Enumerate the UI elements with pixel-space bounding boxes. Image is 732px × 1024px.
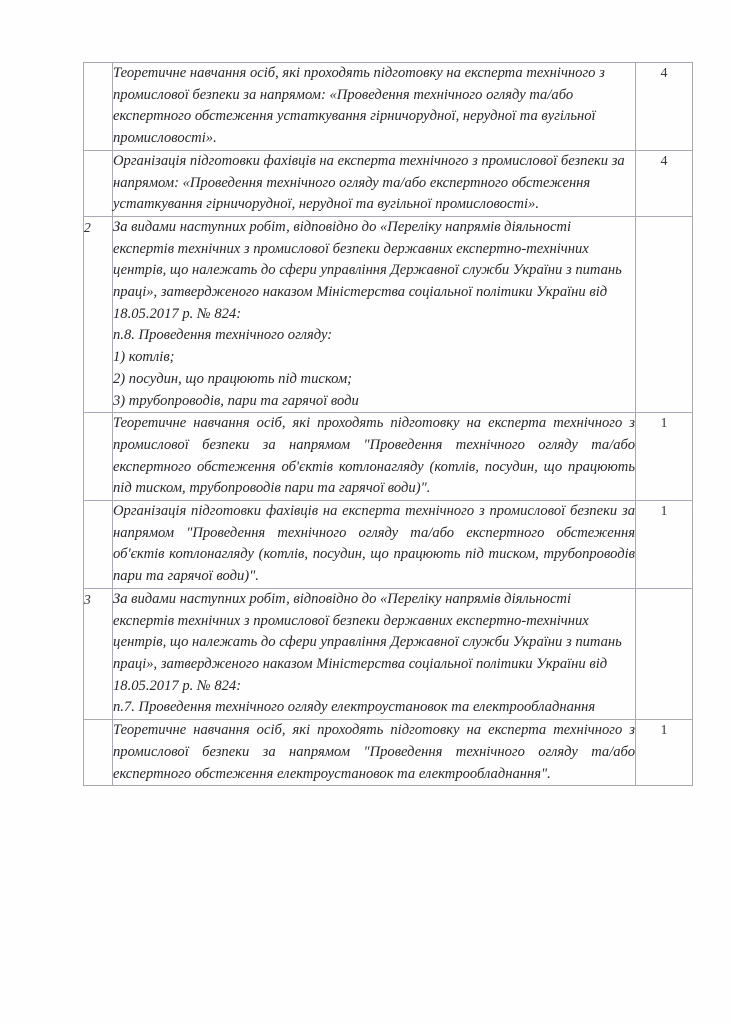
table-row (84, 413, 693, 501)
row-body-cell (113, 63, 636, 151)
body-list-item: 3) трубопроводів, пари та гарячої води (113, 392, 359, 409)
row-number-cell (84, 720, 113, 786)
row-number-cell (84, 63, 113, 151)
body-paragraph: Організація підготовки фахівців на експерта технічного з промислової безпеки за напрямом "Проведення технічного огляду та/або експертного обстеження об'єктів котлонагляду (котлів, посудин, що працюють під тиском, трубопроводів пари та гарячої води)". (113, 503, 635, 585)
row-value-cell: 1 (636, 720, 693, 786)
row-body-cell (113, 501, 636, 589)
row-body-cell (113, 150, 636, 216)
body-paragraph: За видами наступних робіт, відповідно до «Переліку напрямів діяльності експертів технічних з промислової безпеки державних експертно-технічних центрів, що належать до сфери управління Державної служби України з питань праці», затвердженого наказом Міністерства соціальної політики України від 18.05.2017 р. № 824: (113, 218, 622, 322)
table-body (84, 63, 693, 786)
body-paragraph: За видами наступних робіт, відповідно до «Переліку напрямів діяльності експертів технічних з промислової безпеки державних експертно-технічних центрів, що належать до сфери управління Державної служби України з питань праці», затвердженого наказом Міністерства соціальної політики України від 18.05.2017 р. № 824: (113, 590, 622, 694)
table-row (84, 501, 693, 589)
row-number-cell (84, 413, 113, 501)
row-value-cell: 4 (636, 63, 693, 151)
body-list-item: п.8. Проведення технічного огляду: (113, 327, 333, 344)
table-row (84, 216, 693, 412)
body-paragraph: Теоретичне навчання осіб, які проходять підготовку на експерта технічного з промислової безпеки за напрямом: «Проведення технічного огляду та/або експертного обстеження устаткування гірничорудної, нерудної та вугільної промисловості». (113, 65, 605, 147)
row-number-cell: 3 (84, 588, 113, 719)
row-value-cell: 1 (636, 413, 693, 501)
body-list-item: 1) котлів; (113, 349, 175, 366)
row-body-cell (113, 588, 636, 719)
body-list-item: п.7. Проведення технічного огляду електроустановок та електрообладнання (113, 699, 596, 716)
body-paragraph: Теоретичне навчання осіб, які проходять підготовку на експерта технічного з промислової безпеки за напрямом "Проведення технічного огляду та/або експертного обстеження електроустановок та електрообладнання". (113, 722, 635, 782)
row-value-cell (636, 216, 693, 412)
row-body-cell (113, 720, 636, 786)
row-value-cell (636, 588, 693, 719)
table-row (84, 588, 693, 719)
row-number-cell: 2 (84, 216, 113, 412)
table-row (84, 150, 693, 216)
table-row (84, 63, 693, 151)
requirements-table (83, 62, 693, 786)
row-body-cell (113, 216, 636, 412)
row-number-cell (84, 150, 113, 216)
table-row (84, 720, 693, 786)
row-number-cell (84, 501, 113, 589)
row-body-cell (113, 413, 636, 501)
body-list-item: 2) посудин, що працюють під тиском; (113, 370, 353, 387)
body-paragraph: Теоретичне навчання осіб, які проходять підготовку на експерта технічного з промислової безпеки за напрямом "Проведення технічного огляду та/або експертного обстеження об'єктів котлонагляду (котлів, посудин, що працюють під тиском, трубопроводів пари та гарячої води)". (113, 415, 635, 497)
row-value-cell: 1 (636, 501, 693, 589)
body-paragraph: Організація підготовки фахівців на експерта технічного з промислової безпеки за напрямом: «Проведення технічного огляду та/або експертного обстеження устаткування гірничорудної, нерудної та вугільної промисловості». (113, 152, 625, 213)
row-value-cell: 4 (636, 150, 693, 216)
